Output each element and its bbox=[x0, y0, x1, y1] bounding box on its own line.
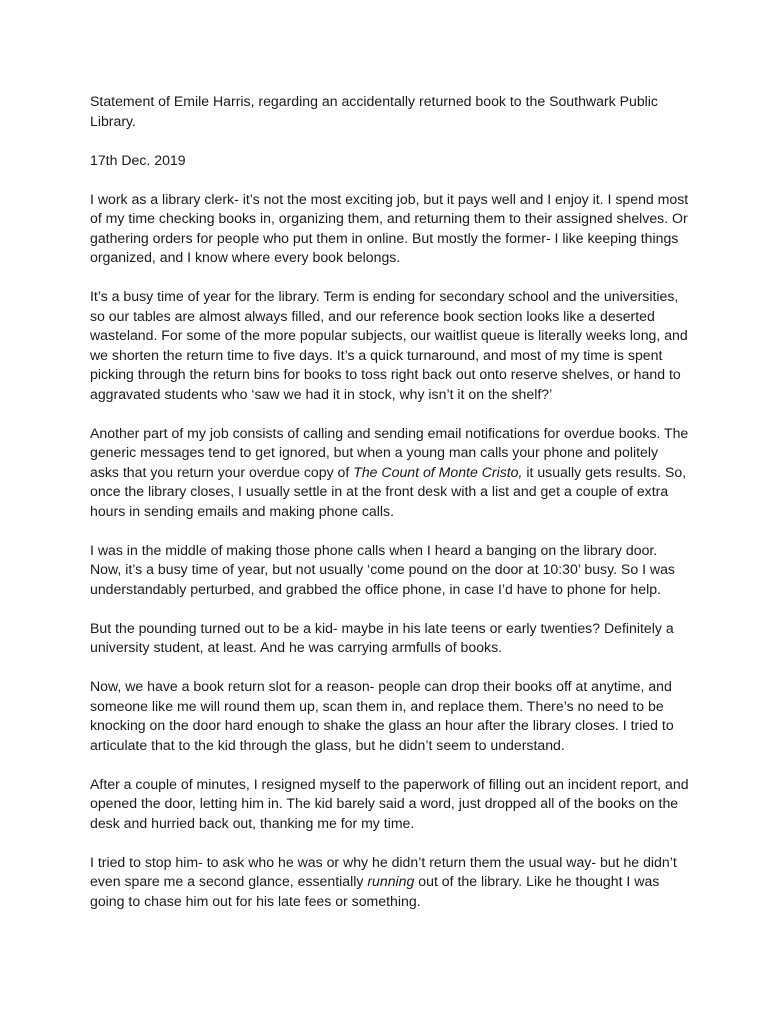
document-date: 17th Dec. 2019 bbox=[90, 151, 186, 168]
document-page bbox=[90, 92, 690, 931]
paragraph-2: It’s a busy time of year for the library. Term is ending for secondary school and the universities, so our tables are almost always filled, and our reference book section looks like a deserted wasteland. For some of the more popular subjects, our waitlist queue is literally weeks long, and we shorten the return time to five days. It’s a quick turnaround, and most of my time is spent picking through the return bins for books to toss right back out onto reserve shelves, or hand to aggravated students who ‘saw we had it in stock, why isn’t it on the shelf?’ bbox=[90, 288, 688, 402]
paragraph-3-text-a: Another part of my job consists of calling and sending email notifications for overdue books. The generic messages tend to get ignored, but when a young man calls your phone and politely asks that you return your overdue copy of bbox=[90, 424, 689, 480]
paragraph-6: Now, we have a book return slot for a reason- people can drop their books off at anytime, and someone like me will round them up, scan them in, and replace them. There’s no need to be knocking on the door hard enough to shake the glass an hour after the library closes. I tried to articulate that to the kid through the glass, but he didn’t seem to understand. bbox=[90, 678, 674, 753]
paragraph-7: After a couple of minutes, I resigned myself to the paperwork of filling out an incident report, and opened the door, letting him in. The kid barely said a word, just dropped all of the books on the desk and hurried back out, thanking me for my time. bbox=[90, 775, 689, 831]
emphasis-running: running bbox=[367, 873, 415, 889]
paragraph-5: But the pounding turned out to be a kid- maybe in his late teens or early twenties? Definitely a university student, at least. And he was carrying armfulls of books. bbox=[90, 619, 674, 655]
paragraph-8-text-b: out of the library. Like he thought I was going to chase him out for his late fees or something. bbox=[90, 873, 660, 909]
document-title: Statement of Emile Harris, regarding an accidentally returned book to the Southwark Public Library. bbox=[90, 93, 658, 129]
paragraph-1: I work as a library clerk- it’s not the most exciting job, but it pays well and I enjoy it. I spend most of my time checking books in, organizing them, and returning them to their assigned shelves. Or gathering orders for people who put them in online. But mostly the former- I like keeping things organized, and I know where every book belongs. bbox=[90, 190, 689, 265]
paragraph-8-text-a: I tried to stop him- to ask who he was or why he didn’t return them the usual way- but he didn’t even spare me a second glance, essentially bbox=[90, 853, 677, 889]
paragraph-8 bbox=[90, 853, 690, 912]
paragraph-3-text-b: it usually gets results. So, once the library closes, I usually settle in at the front desk with a list and get a couple of extra hours in sending emails and making phone calls. bbox=[90, 463, 687, 519]
paragraph-3 bbox=[90, 424, 690, 522]
book-title: The Count of Monte Cristo, bbox=[353, 463, 523, 480]
paragraph-4: I was in the middle of making those phone calls when I heard a banging on the library door. Now, it’s a busy time of year, but not usually ‘come pound on the door at 10:30’ busy. So I was understandably perturbed, and grabbed the office phone, in case I’d have to phone for help. bbox=[90, 541, 675, 597]
